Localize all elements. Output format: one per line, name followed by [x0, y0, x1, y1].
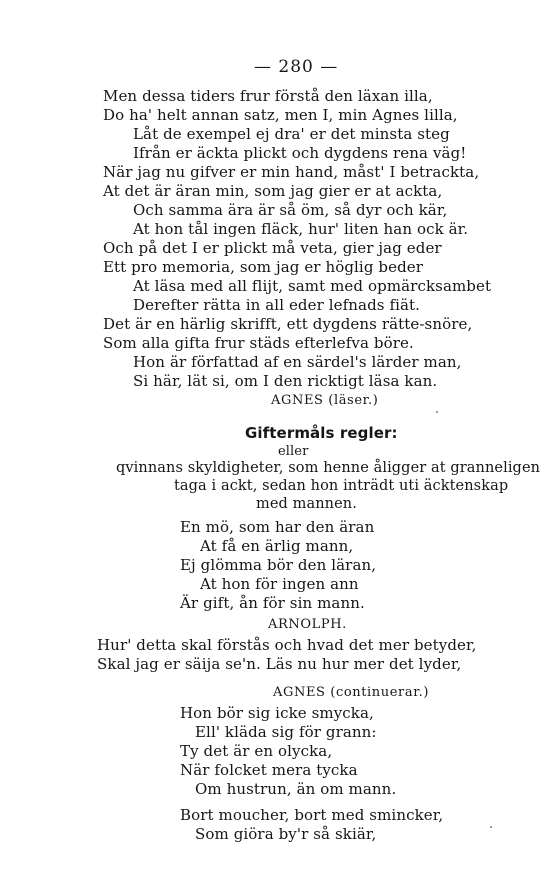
- verse-line: Bort moucher, bort med smincker,: [180, 806, 444, 824]
- verse-line: At få en ärlig mann,: [200, 537, 354, 555]
- verse-line: Si här, lät si, om I den ricktigt läsa kan.: [133, 372, 438, 390]
- verse-line: Som giöra by'r så skiär,: [195, 825, 377, 843]
- verse-line: Och på det I er plickt må veta, gier jag eder: [103, 239, 442, 257]
- paper-speck: [490, 826, 492, 828]
- verse-line: Hur' detta skal förstås och hvad det mer betyder,: [97, 636, 477, 654]
- verse-line: Är gift, ån för sin mann.: [180, 594, 365, 612]
- verse-line: Skal jag er säija se'n. Läs nu hur mer det lyder,: [97, 655, 462, 673]
- page-number: — 280 —: [254, 57, 339, 77]
- verse-line: Ett pro memoria, som jag er höglig beder: [103, 258, 424, 276]
- subtitle-line: eller: [278, 444, 309, 459]
- verse-line: Låt de exempel ej dra' er det minsta steg: [133, 125, 450, 143]
- verse-line: När folcket mera tycka: [180, 761, 358, 779]
- verse-line: Men dessa tiders frur förstå den läxan illa,: [103, 87, 433, 105]
- verse-line: Do ha' helt annan satz, men I, min Agnes lilla,: [103, 106, 458, 124]
- speaker-label-arnolph: ARNOLPH.: [268, 617, 347, 632]
- subtitle-line: qvinnans skyldigheter, som henne åligger at granneligen: [116, 460, 541, 476]
- verse-line: När jag nu gifver er min hand, måst' I betrackta,: [103, 163, 480, 181]
- verse-line: At läsa med all flijt, samt med opmärcksambet: [133, 277, 492, 295]
- verse-line: Ty det är en olycka,: [180, 742, 333, 760]
- speaker-label-agnes: AGNES (läser.): [271, 393, 379, 408]
- verse-line: Hon är författad af en särdel's lärder man,: [133, 353, 462, 371]
- subtitle-line: taga i ackt, sedan hon inträdt uti äcktenskap: [174, 478, 509, 494]
- speaker-label-agnes-continues: AGNES (continuerar.): [273, 685, 430, 700]
- verse-line: En mö, som har den äran: [180, 518, 375, 536]
- verse-line: At det är äran min, som jag gier er at ackta,: [103, 182, 443, 200]
- verse-line: At hon för ingen ann: [200, 575, 359, 593]
- paper-speck: [436, 411, 438, 413]
- verse-line: Derefter rätta in all eder lefnads fiät.: [133, 296, 421, 314]
- verse-line: Ell' kläda sig för grann:: [195, 723, 377, 741]
- verse-line: Ifrån er äckta plickt och dygdens rena väg!: [133, 144, 467, 162]
- verse-line: Som alla gifta frur städs efterlefva böre.: [103, 334, 414, 352]
- verse-line: Hon bör sig icke smycka,: [180, 704, 374, 722]
- verse-line: Om hustrun, än om mann.: [195, 780, 397, 798]
- verse-line: Ej glömma bör den läran,: [180, 556, 377, 574]
- verse-line: Det är en härlig skrifft, ett dygdens rätte-snöre,: [103, 315, 473, 333]
- verse-line: Och samma ära är så öm, så dyr och kär,: [133, 201, 448, 219]
- subtitle-line: med mannen.: [256, 496, 357, 512]
- verse-line: At hon tål ingen fläck, hur' liten han ock är.: [133, 220, 469, 238]
- section-title: Giftermåls regler:: [245, 424, 398, 442]
